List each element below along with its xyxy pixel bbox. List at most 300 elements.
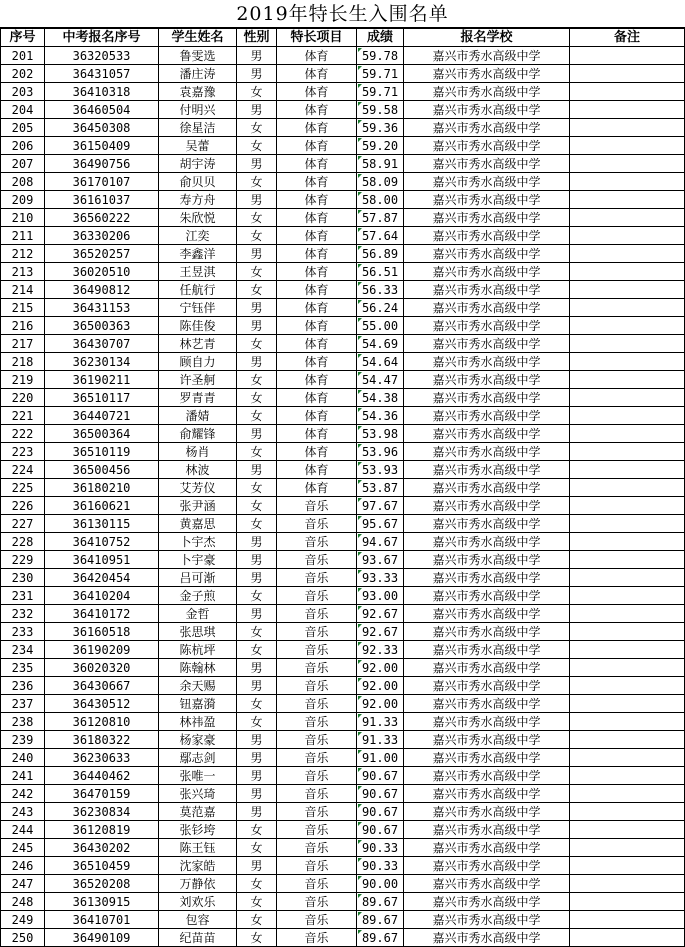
cell-score: 58.09	[357, 173, 404, 191]
cell-school: 嘉兴市秀水高级中学	[404, 461, 570, 479]
cell-index: 216	[1, 317, 45, 335]
cell-gender: 女	[237, 263, 277, 281]
cell-exam-id: 36160621	[45, 497, 159, 515]
cell-specialty: 体育	[277, 245, 357, 263]
cell-score: 54.64	[357, 353, 404, 371]
table-row	[1, 335, 685, 353]
cell-specialty: 音乐	[277, 731, 357, 749]
cell-name: 罗青青	[159, 389, 237, 407]
cell-remarks	[570, 83, 685, 101]
cell-specialty: 音乐	[277, 551, 357, 569]
cell-score: 59.71	[357, 83, 404, 101]
cell-school: 嘉兴市秀水高级中学	[404, 641, 570, 659]
cell-gender: 女	[237, 209, 277, 227]
cell-index: 213	[1, 263, 45, 281]
cell-name: 鲁雯选	[159, 47, 237, 65]
cell-remarks	[570, 299, 685, 317]
cell-score: 93.67	[357, 551, 404, 569]
cell-index: 247	[1, 875, 45, 893]
table-row	[1, 857, 685, 875]
cell-remarks	[570, 371, 685, 389]
col-header-school: 报名学校	[404, 29, 570, 47]
cell-exam-id: 36440462	[45, 767, 159, 785]
cell-exam-id: 36170107	[45, 173, 159, 191]
cell-school: 嘉兴市秀水高级中学	[404, 389, 570, 407]
cell-remarks	[570, 119, 685, 137]
table-row	[1, 929, 685, 947]
cell-school: 嘉兴市秀水高级中学	[404, 551, 570, 569]
cell-gender: 女	[237, 407, 277, 425]
cell-gender: 男	[237, 785, 277, 803]
cell-gender: 男	[237, 569, 277, 587]
col-header-remarks: 备注	[570, 29, 685, 47]
cell-name: 鄢志剑	[159, 749, 237, 767]
cell-index: 246	[1, 857, 45, 875]
cell-exam-id: 36420454	[45, 569, 159, 587]
cell-remarks	[570, 623, 685, 641]
cell-name: 俞耀锋	[159, 425, 237, 443]
cell-name: 杨家豪	[159, 731, 237, 749]
cell-score: 59.58	[357, 101, 404, 119]
cell-exam-id: 36410204	[45, 587, 159, 605]
cell-score: 56.89	[357, 245, 404, 263]
cell-exam-id: 36410172	[45, 605, 159, 623]
cell-index: 229	[1, 551, 45, 569]
cell-score: 94.67	[357, 533, 404, 551]
cell-gender: 女	[237, 173, 277, 191]
cell-name: 莫范嘉	[159, 803, 237, 821]
cell-name: 任航行	[159, 281, 237, 299]
cell-name: 张钐垮	[159, 821, 237, 839]
cell-remarks	[570, 587, 685, 605]
cell-specialty: 音乐	[277, 875, 357, 893]
cell-exam-id: 36430667	[45, 677, 159, 695]
cell-exam-id: 36490109	[45, 929, 159, 947]
cell-index: 248	[1, 893, 45, 911]
cell-score: 54.38	[357, 389, 404, 407]
cell-name: 王昱淇	[159, 263, 237, 281]
cell-name: 张思琪	[159, 623, 237, 641]
cell-specialty: 音乐	[277, 767, 357, 785]
table-row	[1, 839, 685, 857]
table-row	[1, 785, 685, 803]
cell-name: 寿方舟	[159, 191, 237, 209]
cell-name: 余天赐	[159, 677, 237, 695]
cell-gender: 女	[237, 695, 277, 713]
cell-school: 嘉兴市秀水高级中学	[404, 713, 570, 731]
cell-specialty: 音乐	[277, 587, 357, 605]
col-header-index: 序号	[1, 29, 45, 47]
cell-exam-id: 36430202	[45, 839, 159, 857]
cell-exam-id: 36430707	[45, 335, 159, 353]
cell-gender: 男	[237, 101, 277, 119]
cell-exam-id: 36190211	[45, 371, 159, 389]
cell-score: 95.67	[357, 515, 404, 533]
cell-school: 嘉兴市秀水高级中学	[404, 299, 570, 317]
cell-school: 嘉兴市秀水高级中学	[404, 263, 570, 281]
cell-remarks	[570, 137, 685, 155]
cell-specialty: 音乐	[277, 821, 357, 839]
cell-remarks	[570, 515, 685, 533]
cell-school: 嘉兴市秀水高级中学	[404, 407, 570, 425]
cell-index: 240	[1, 749, 45, 767]
cell-gender: 男	[237, 677, 277, 695]
cell-name: 李鑫洋	[159, 245, 237, 263]
table-row	[1, 479, 685, 497]
cell-remarks	[570, 659, 685, 677]
cell-specialty: 音乐	[277, 533, 357, 551]
cell-gender: 女	[237, 587, 277, 605]
cell-remarks	[570, 425, 685, 443]
cell-remarks	[570, 695, 685, 713]
cell-gender: 女	[237, 227, 277, 245]
cell-specialty: 体育	[277, 335, 357, 353]
cell-name: 宁钰伴	[159, 299, 237, 317]
cell-specialty: 体育	[277, 263, 357, 281]
cell-index: 210	[1, 209, 45, 227]
cell-exam-id: 36431057	[45, 65, 159, 83]
table-row	[1, 731, 685, 749]
cell-score: 92.67	[357, 605, 404, 623]
cell-remarks	[570, 767, 685, 785]
cell-exam-id: 36490756	[45, 155, 159, 173]
cell-index: 223	[1, 443, 45, 461]
cell-score: 54.69	[357, 335, 404, 353]
cell-index: 242	[1, 785, 45, 803]
cell-score: 53.96	[357, 443, 404, 461]
col-header-score: 成绩	[357, 29, 404, 47]
cell-gender: 女	[237, 335, 277, 353]
cell-gender: 女	[237, 479, 277, 497]
cell-school: 嘉兴市秀水高级中学	[404, 515, 570, 533]
cell-index: 231	[1, 587, 45, 605]
cell-exam-id: 36430512	[45, 695, 159, 713]
cell-name: 吕可渐	[159, 569, 237, 587]
cell-index: 237	[1, 695, 45, 713]
cell-exam-id: 36161037	[45, 191, 159, 209]
table-row	[1, 137, 685, 155]
table-row	[1, 371, 685, 389]
cell-exam-id: 36510119	[45, 443, 159, 461]
cell-exam-id: 36410701	[45, 911, 159, 929]
cell-score: 90.00	[357, 875, 404, 893]
cell-exam-id: 36431153	[45, 299, 159, 317]
cell-exam-id: 36130915	[45, 893, 159, 911]
cell-specialty: 体育	[277, 461, 357, 479]
cell-specialty: 音乐	[277, 677, 357, 695]
cell-remarks	[570, 569, 685, 587]
cell-remarks	[570, 317, 685, 335]
cell-index: 206	[1, 137, 45, 155]
cell-gender: 男	[237, 533, 277, 551]
cell-remarks	[570, 443, 685, 461]
cell-school: 嘉兴市秀水高级中学	[404, 47, 570, 65]
cell-exam-id: 36190209	[45, 641, 159, 659]
cell-gender: 男	[237, 353, 277, 371]
cell-specialty: 体育	[277, 389, 357, 407]
cell-name: 江奕	[159, 227, 237, 245]
cell-school: 嘉兴市秀水高级中学	[404, 605, 570, 623]
cell-exam-id: 36120810	[45, 713, 159, 731]
cell-school: 嘉兴市秀水高级中学	[404, 569, 570, 587]
col-header-gender: 性别	[237, 29, 277, 47]
cell-specialty: 体育	[277, 227, 357, 245]
cell-gender: 女	[237, 443, 277, 461]
cell-school: 嘉兴市秀水高级中学	[404, 587, 570, 605]
cell-gender: 男	[237, 551, 277, 569]
cell-school: 嘉兴市秀水高级中学	[404, 227, 570, 245]
cell-remarks	[570, 101, 685, 119]
cell-specialty: 体育	[277, 155, 357, 173]
cell-gender: 女	[237, 281, 277, 299]
table-row	[1, 227, 685, 245]
cell-index: 238	[1, 713, 45, 731]
cell-score: 58.91	[357, 155, 404, 173]
cell-exam-id: 36410951	[45, 551, 159, 569]
cell-school: 嘉兴市秀水高级中学	[404, 803, 570, 821]
cell-school: 嘉兴市秀水高级中学	[404, 659, 570, 677]
cell-name: 胡宇涛	[159, 155, 237, 173]
table-row	[1, 875, 685, 893]
cell-index: 201	[1, 47, 45, 65]
cell-score: 53.98	[357, 425, 404, 443]
col-header-name: 学生姓名	[159, 29, 237, 47]
cell-score: 89.67	[357, 893, 404, 911]
cell-gender: 女	[237, 137, 277, 155]
table-row	[1, 407, 685, 425]
cell-remarks	[570, 263, 685, 281]
cell-name: 林祎盈	[159, 713, 237, 731]
cell-school: 嘉兴市秀水高级中学	[404, 839, 570, 857]
cell-index: 250	[1, 929, 45, 947]
cell-exam-id: 36450308	[45, 119, 159, 137]
cell-score: 57.64	[357, 227, 404, 245]
cell-school: 嘉兴市秀水高级中学	[404, 155, 570, 173]
cell-score: 90.33	[357, 857, 404, 875]
cell-remarks	[570, 335, 685, 353]
cell-gender: 男	[237, 65, 277, 83]
cell-specialty: 体育	[277, 299, 357, 317]
cell-exam-id: 36410318	[45, 83, 159, 101]
cell-school: 嘉兴市秀水高级中学	[404, 83, 570, 101]
cell-score: 59.71	[357, 65, 404, 83]
cell-exam-id: 36520257	[45, 245, 159, 263]
cell-specialty: 体育	[277, 479, 357, 497]
cell-gender: 女	[237, 929, 277, 947]
cell-school: 嘉兴市秀水高级中学	[404, 317, 570, 335]
cell-name: 俞贝贝	[159, 173, 237, 191]
cell-school: 嘉兴市秀水高级中学	[404, 209, 570, 227]
cell-remarks	[570, 893, 685, 911]
cell-score: 90.67	[357, 767, 404, 785]
cell-remarks	[570, 857, 685, 875]
cell-exam-id: 36230633	[45, 749, 159, 767]
cell-score: 92.00	[357, 695, 404, 713]
cell-remarks	[570, 677, 685, 695]
cell-gender: 女	[237, 119, 277, 137]
cell-specialty: 音乐	[277, 497, 357, 515]
table-row	[1, 803, 685, 821]
cell-school: 嘉兴市秀水高级中学	[404, 245, 570, 263]
cell-specialty: 体育	[277, 317, 357, 335]
cell-school: 嘉兴市秀水高级中学	[404, 497, 570, 515]
table-row	[1, 245, 685, 263]
cell-exam-id: 36180210	[45, 479, 159, 497]
table-row	[1, 551, 685, 569]
cell-gender: 女	[237, 371, 277, 389]
cell-score: 89.67	[357, 911, 404, 929]
cell-remarks	[570, 911, 685, 929]
cell-specialty: 音乐	[277, 605, 357, 623]
table-row	[1, 191, 685, 209]
cell-gender: 男	[237, 191, 277, 209]
cell-exam-id: 36500364	[45, 425, 159, 443]
cell-score: 53.87	[357, 479, 404, 497]
cell-gender: 男	[237, 245, 277, 263]
table-row	[1, 767, 685, 785]
table-row	[1, 263, 685, 281]
cell-name: 潘庄涛	[159, 65, 237, 83]
cell-index: 215	[1, 299, 45, 317]
table-row	[1, 209, 685, 227]
cell-name: 艾芳仪	[159, 479, 237, 497]
cell-index: 218	[1, 353, 45, 371]
cell-school: 嘉兴市秀水高级中学	[404, 875, 570, 893]
cell-name: 沈家皓	[159, 857, 237, 875]
cell-index: 245	[1, 839, 45, 857]
cell-exam-id: 36460504	[45, 101, 159, 119]
table-row	[1, 65, 685, 83]
cell-specialty: 音乐	[277, 623, 357, 641]
cell-remarks	[570, 191, 685, 209]
cell-remarks	[570, 785, 685, 803]
cell-index: 214	[1, 281, 45, 299]
cell-exam-id: 36230834	[45, 803, 159, 821]
cell-name: 陈翰林	[159, 659, 237, 677]
cell-name: 万静依	[159, 875, 237, 893]
cell-index: 224	[1, 461, 45, 479]
col-header-exam-id: 中考报名序号	[45, 29, 159, 47]
cell-school: 嘉兴市秀水高级中学	[404, 911, 570, 929]
cell-score: 54.47	[357, 371, 404, 389]
cell-gender: 男	[237, 299, 277, 317]
cell-remarks	[570, 155, 685, 173]
cell-index: 225	[1, 479, 45, 497]
cell-score: 93.00	[357, 587, 404, 605]
table-row	[1, 299, 685, 317]
table-row	[1, 119, 685, 137]
candidate-table	[0, 28, 685, 947]
cell-name: 潘婧	[159, 407, 237, 425]
cell-index: 228	[1, 533, 45, 551]
cell-name: 林艺青	[159, 335, 237, 353]
cell-gender: 男	[237, 749, 277, 767]
cell-gender: 女	[237, 623, 277, 641]
cell-school: 嘉兴市秀水高级中学	[404, 65, 570, 83]
cell-index: 243	[1, 803, 45, 821]
cell-name: 顾自力	[159, 353, 237, 371]
cell-remarks	[570, 713, 685, 731]
cell-gender: 女	[237, 893, 277, 911]
table-row	[1, 353, 685, 371]
cell-gender: 女	[237, 875, 277, 893]
cell-specialty: 音乐	[277, 659, 357, 677]
cell-index: 202	[1, 65, 45, 83]
cell-exam-id: 36500456	[45, 461, 159, 479]
cell-remarks	[570, 65, 685, 83]
cell-index: 211	[1, 227, 45, 245]
table-row	[1, 173, 685, 191]
cell-index: 220	[1, 389, 45, 407]
cell-specialty: 音乐	[277, 857, 357, 875]
cell-specialty: 体育	[277, 281, 357, 299]
table-row	[1, 587, 685, 605]
cell-score: 93.33	[357, 569, 404, 587]
table-row	[1, 497, 685, 515]
cell-specialty: 体育	[277, 47, 357, 65]
cell-gender: 男	[237, 659, 277, 677]
cell-score: 91.33	[357, 731, 404, 749]
cell-exam-id: 36330206	[45, 227, 159, 245]
table-row	[1, 749, 685, 767]
cell-name: 张尹涵	[159, 497, 237, 515]
cell-remarks	[570, 497, 685, 515]
cell-score: 91.33	[357, 713, 404, 731]
cell-specialty: 体育	[277, 119, 357, 137]
table-row	[1, 389, 685, 407]
cell-index: 221	[1, 407, 45, 425]
cell-name: 吴蕾	[159, 137, 237, 155]
cell-exam-id: 36520208	[45, 875, 159, 893]
cell-exam-id: 36510459	[45, 857, 159, 875]
cell-index: 204	[1, 101, 45, 119]
cell-school: 嘉兴市秀水高级中学	[404, 101, 570, 119]
cell-remarks	[570, 641, 685, 659]
cell-name: 朱欣悦	[159, 209, 237, 227]
cell-name: 包容	[159, 911, 237, 929]
cell-index: 208	[1, 173, 45, 191]
cell-specialty: 体育	[277, 83, 357, 101]
cell-school: 嘉兴市秀水高级中学	[404, 425, 570, 443]
cell-school: 嘉兴市秀水高级中学	[404, 353, 570, 371]
cell-gender: 女	[237, 839, 277, 857]
cell-score: 56.33	[357, 281, 404, 299]
cell-school: 嘉兴市秀水高级中学	[404, 371, 570, 389]
cell-specialty: 体育	[277, 137, 357, 155]
cell-index: 207	[1, 155, 45, 173]
cell-specialty: 音乐	[277, 695, 357, 713]
cell-gender: 男	[237, 155, 277, 173]
cell-school: 嘉兴市秀水高级中学	[404, 677, 570, 695]
cell-score: 59.36	[357, 119, 404, 137]
cell-index: 230	[1, 569, 45, 587]
cell-score: 59.78	[357, 47, 404, 65]
cell-score: 89.67	[357, 929, 404, 947]
cell-school: 嘉兴市秀水高级中学	[404, 479, 570, 497]
cell-school: 嘉兴市秀水高级中学	[404, 731, 570, 749]
cell-score: 90.67	[357, 785, 404, 803]
table-row	[1, 443, 685, 461]
cell-gender: 女	[237, 641, 277, 659]
cell-index: 232	[1, 605, 45, 623]
cell-exam-id: 36120819	[45, 821, 159, 839]
cell-name: 钮嘉漪	[159, 695, 237, 713]
cell-specialty: 音乐	[277, 749, 357, 767]
cell-score: 92.00	[357, 677, 404, 695]
cell-exam-id: 36560222	[45, 209, 159, 227]
table-row	[1, 101, 685, 119]
cell-name: 纪苗苗	[159, 929, 237, 947]
